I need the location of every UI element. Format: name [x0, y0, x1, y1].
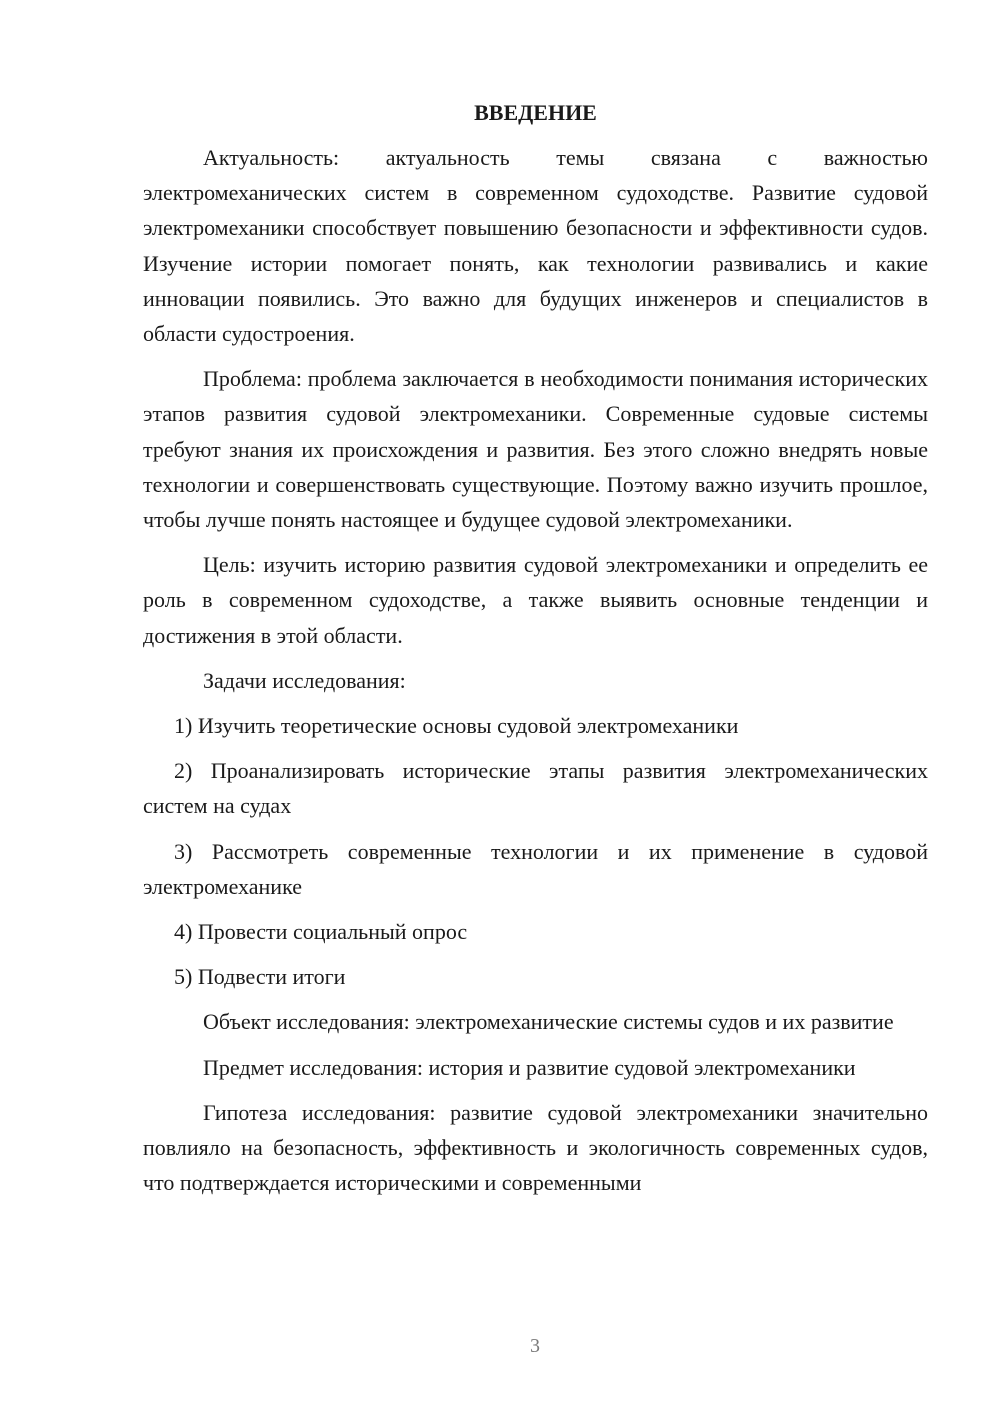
task-item-4: 4) Провести социальный опрос [174, 919, 468, 945]
paragraph-relevance: Актуальность: актуальность темы связана с важностью электромеханических систем в современном судоходстве. Развитие судовой электромеханики способствует повышению безопасности и эффективности судов. Изучение истории помогает понять, как технологии развивались и какие инновации появились. Это важно для будущих инженеров и специалистов в области судостроения. [143, 145, 928, 347]
page-number: 3 [530, 1335, 540, 1357]
task-item-5: 5) Подвести итоги [174, 964, 346, 990]
paragraph-problem: Проблема: проблема заключается в необходимости понимания исторических этапов развития судовой электромеханики. Современные судовые системы требуют знания их происхождения и развития. Без этого сложно внедрять новые технологии и совершенствовать существующие. Поэтому важно изучить прошлое, чтобы лучше понять настоящее и будущее судовой электромеханики. [143, 366, 928, 533]
paragraph-tasks-heading: Задачи исследования: [203, 667, 406, 693]
paragraph-object: Объект исследования: электромеханические системы судов и их развитие [203, 1009, 894, 1035]
paragraph-hypothesis: Гипотеза исследования: развитие судовой электромеханики значительно повлияло на безопасность, эффективность и экологичность современных судов, что подтверждается историческими и современными [143, 1099, 928, 1196]
paragraph-subject: Предмет исследования: история и развитие судовой электромеханики [203, 1054, 856, 1080]
task-item-2: 2) Проанализировать исторические этапы развития электромеханических систем на судах [143, 758, 928, 819]
task-item-3: 3) Рассмотреть современные технологии и их применение в судовой электромеханике [143, 838, 928, 899]
paragraph-goal: Цель: изучить историю развития судовой электромеханики и определить ее роль в современном судоходстве, а также выявить основные тенденции и достижения в этой области. [143, 552, 928, 648]
page-content [143, 95, 928, 1210]
section-heading: ВВЕДЕНИЕ [474, 100, 597, 125]
task-item-1: 1) Изучить теоретические основы судовой электромеханики [174, 713, 739, 739]
